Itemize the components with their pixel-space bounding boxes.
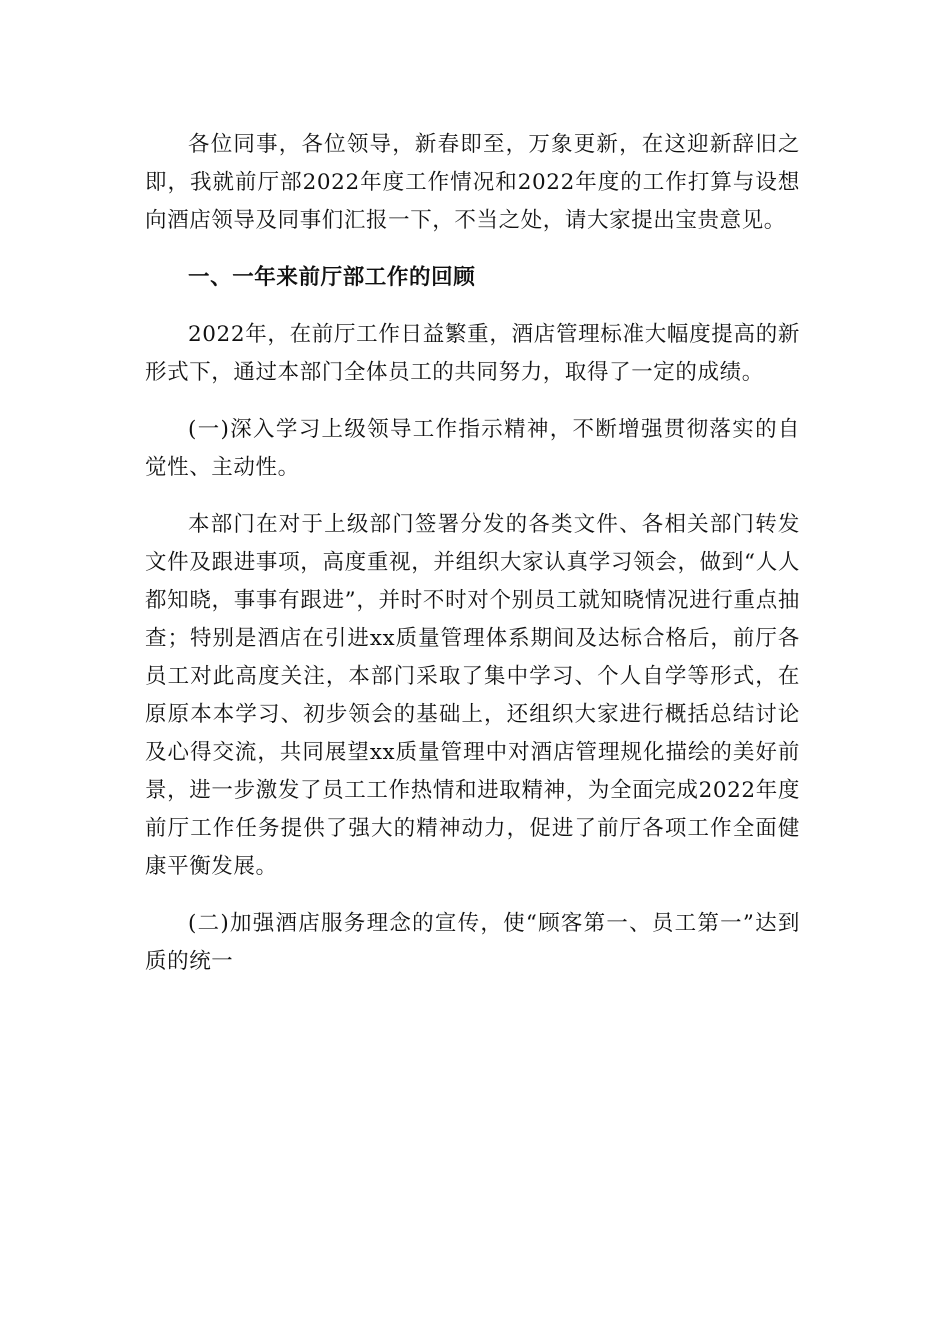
section-heading: 一、一年来前厅部工作的回顾	[188, 265, 476, 290]
document-body	[145, 126, 800, 981]
subsection-two-title: (二)加强酒店服务理念的宣传，使“顾客第一、员工第一”达到质的统一	[145, 911, 800, 974]
review-summary-paragraph: 2022年，在前厅工作日益繁重，酒店管理标准大幅度提高的新形式下，通过本部门全体员工的共同努力，取得了一定的成绩。	[145, 322, 800, 385]
subsection-one-title: (一)深入学习上级领导工作指示精神，不断增强贯彻落实的自觉性、主动性。	[145, 417, 800, 480]
intro-paragraph: 各位同事，各位领导，新春即至，万象更新，在这迎新辞旧之即，我就前厅部2022年度工作情况和2022年度的工作打算与设想向酒店领导及同事们汇报一下，不当之处，请大家提出宝贵意见。	[145, 132, 800, 233]
subsection-one-body: 本部门在对于上级部门签署分发的各类文件、各相关部门转发文件及跟进事项，高度重视，并组织大家认真学习领会，做到“人人都知晓，事事有跟进”，并时不时对个别员工就知晓情况进行重点抽查；特别是酒店在引进xx质量管理体系期间及达标合格后，前厅各员工对此高度关注，本部门采取了集中学习、个人自学等形式，在原原本本学习、初步领会的基础上，还组织大家进行概括总结讨论及心得交流，共同展望xx质量管理中对酒店管理规化描绘的美好前景，进一步激发了员工工作热情和进取精神，为全面完成2022年度前厅工作任务提供了强大的精神动力，促进了前厅各项工作全面健康平衡发展。	[145, 512, 800, 879]
